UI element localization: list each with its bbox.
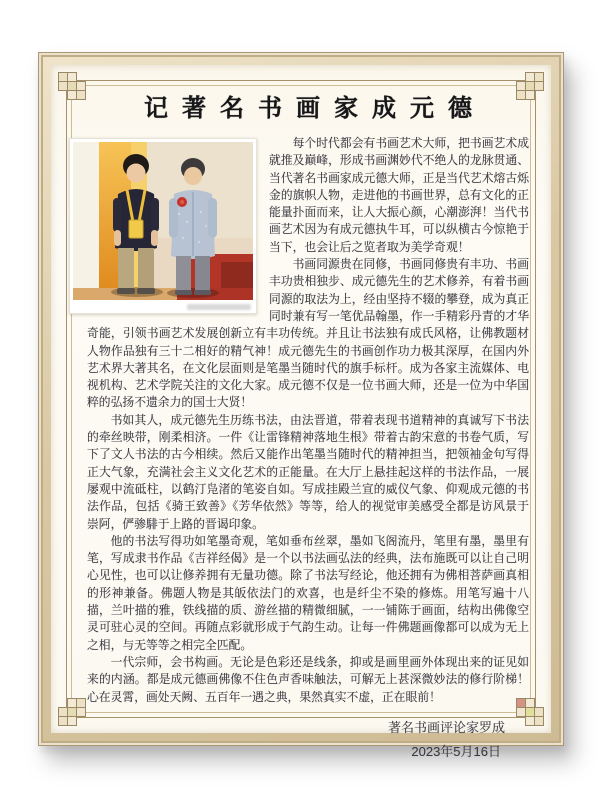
corner-ornament-bottom-left <box>58 698 86 726</box>
picture-frame <box>38 52 564 760</box>
article-paragraph: 书画同源贵在同修，书画同修贵有丰功、书画丰功贵相独步、成元德先生的艺术修养，有着书画同源的取法为上，经由坚持不辍的攀登，成为真正同时兼有写一笔优品翰墨，作一手精彩丹青的才华奇能，引领书画艺术发展创新立有丰功传统。并且让书法独有成氏风格，让佛教题材人物作品独有三十二相好的精气神！成元德先生的书画创作功力极其深厚，在国内外艺术界大著其名，在文化层面则是笔墨当随时代的旗手标杆。成为各家主流媒体、电视机构、艺术学院关注的文化大家。成元德不仅是一位书画大师，还是一位为中华国粹的弘扬不遗余力的国士大贤！ <box>87 257 529 410</box>
photo-image <box>73 142 253 300</box>
article-paragraph: 一代宗师，会书构画。无论是色彩还是线条，抑或是画里画外体现出来的证见如来的内涵。都是成元德画佛像不住色声香味触法，可解无上甚深微妙法的修行阶梯！心在灵霄，画处天阙、五百年一遇之典，果然真实不虚，正在眼前！ <box>87 654 529 704</box>
photo-watermark <box>187 304 251 310</box>
date: 2023年5月16日 <box>411 744 501 760</box>
signature: 著名书画评论家罗成 <box>387 719 505 735</box>
article-content <box>87 89 529 760</box>
photo <box>69 138 257 314</box>
article-paragraph: 他的书法写得功如笔墨奇观，笔如垂布丝翠，墨如飞阁流丹，笔里有墨，墨里有笔，写成隶书作品《吉祥经偈》是一个以书法画弘法的经典，法布施既可以让自己明心见性，也可以让修养拥有无量功德。除了书法写经论，他还拥有为佛相菩萨画真相的形神兼备。佛题人物是其皈依法门的欢喜，也是纤尘不染的修炼。用笔写遍十八描，兰叶描的雅，铁线描的质、游丝描的精微细腻，一一铺陈于画面，结构出佛像空灵可驻心灵的空间。再随点彩就形成于气韵生动。让每一件佛题画像都可以成为无上之相，与无等等之相完全匹配。 <box>87 533 529 652</box>
article-paragraph: 每个时代都会有书画艺术大师，把书画艺术成就推及巅峰，形成书画渊妙代不绝人的龙脉贯通、当代著名书画家成元德大师，正是当代艺术熔古烁金的旗帜人物，走进他的书画世界，总有文化的正能量扑面而来，让人大振心颜，心潮澎湃！当代书画艺术因为有成元德执牛耳，可以纵横古今惊艳于当下，也会让后之览者取为美学奇观！ <box>269 136 529 254</box>
photo-caption-strip <box>73 300 253 313</box>
article-paper <box>51 65 551 760</box>
article-paragraph: 书如其人，成元德先生历练书法，由法晋道，带着表现书道精神的真诚写下书法的牵丝映带，刚柔相济。一件《让雷锋精神落地生根》带着古韵宋意的书卷气质，写下了文人书法的古今相续。然后又能作出笔墨当随时代的精神担当，把领袖金句写得正大气象，充满社会主义文化艺术的正能量。在大厅上悬挂起这样的书法作品，一展屡观中流砥柱，以鹤汀凫渚的笔姿自如。写成挂殿兰宣的威仪气象、仰观成元德的书法作品，包括《骑王致善》《芳华依然》等等，给人的视觉审美感受全都是访风景于崇阿，俨骖騑于上路的晋谒印象。 <box>87 412 529 531</box>
article-body <box>87 135 529 760</box>
corner-ornament-top-left <box>58 72 86 100</box>
article-title: 记著名书画家成元德 <box>144 93 486 122</box>
